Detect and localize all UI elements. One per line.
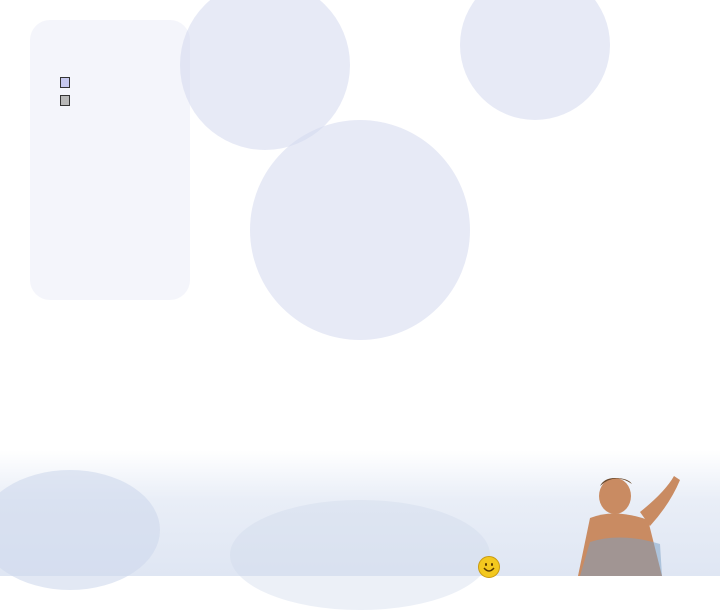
bg-circle xyxy=(460,0,610,120)
contacts-block xyxy=(30,135,180,142)
smiley-icon xyxy=(478,556,500,578)
legend-swatch-purple xyxy=(60,77,70,88)
bg-circle xyxy=(30,20,190,300)
dancer-image xyxy=(570,472,680,576)
splash-shape xyxy=(230,500,490,610)
legend-lillet xyxy=(60,95,72,106)
legend-polyvalente xyxy=(60,77,72,88)
bg-circle xyxy=(250,120,470,340)
legend-swatch-grey xyxy=(60,95,70,106)
